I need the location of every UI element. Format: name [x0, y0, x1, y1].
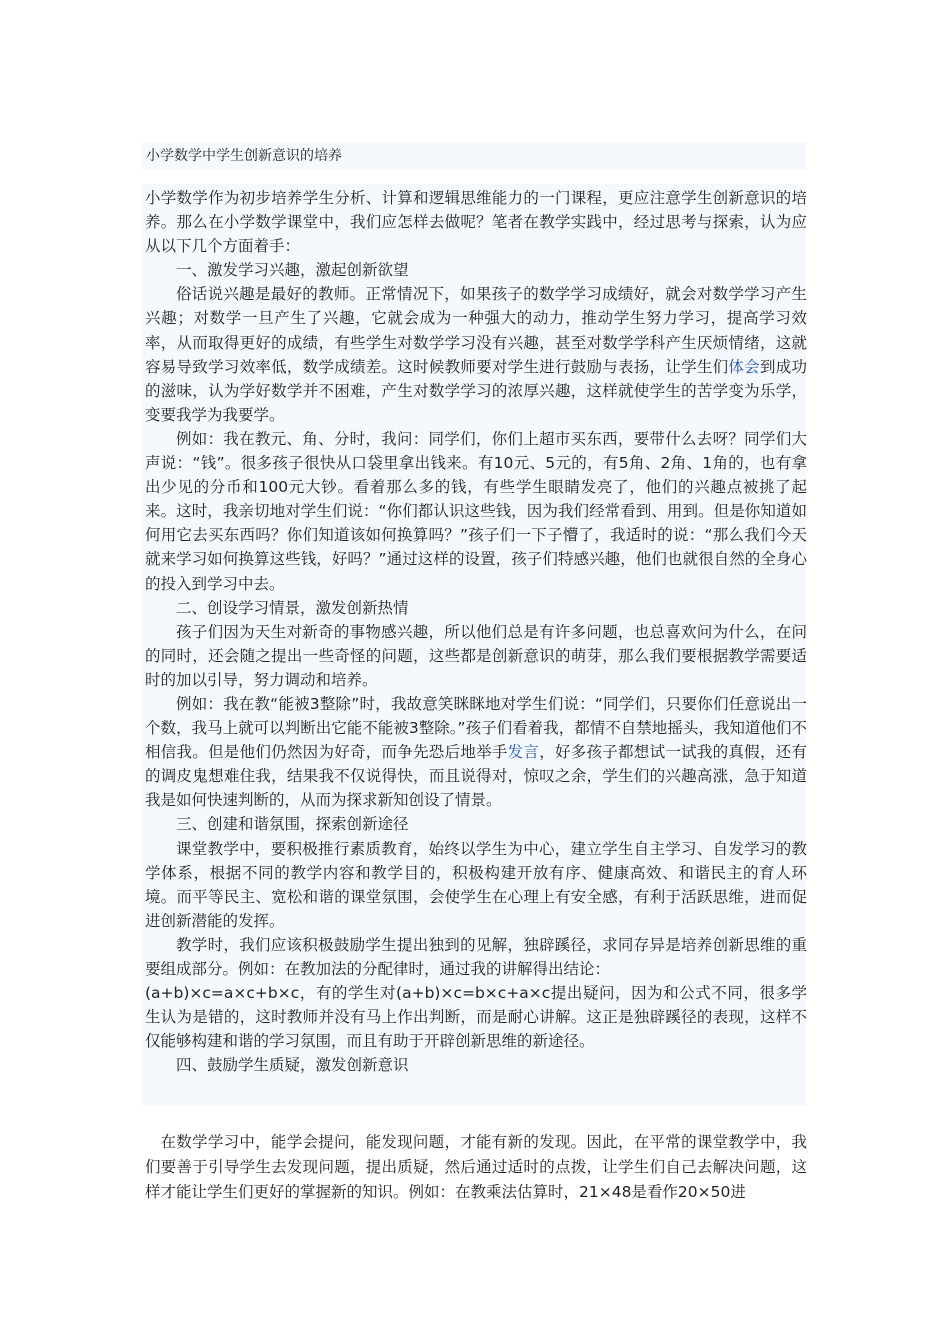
section-2-heading: 二、创设学习情景，激发创新热情: [176, 598, 409, 617]
document-title: 小学数学中学生创新意识的培养: [146, 148, 342, 164]
intro-paragraph: 小学数学作为初步培养学生分析、计算和逻辑思维能力的一门课程，更应注意学生创新意识的培养。那么在小学数学课堂中，我们应怎样去做呢？笔者在教学实践中，经过思考与探索，认为应从以下几个方面着手：: [145, 189, 807, 256]
section-3-paragraph-2-lead: 教学时，我们应该积极鼓励学生提出独到的见解，独辟蹊径，求同存异是培养创新思维的重要组成部分。例如：在教加法的分配律时，通过我的讲解得出结论：: [145, 935, 807, 978]
article-body: [145, 186, 807, 1077]
section-2-paragraph-2-text-b: ，好多孩子都想试一试我的真假，还有的调皮鬼想难住我，结果我不仅说得快，而且说得对，惊叹之余，学生们的兴趣高涨，急于知道我是如何快速判断的，从而为探求新知创设了情景。: [145, 743, 807, 810]
section-2-paragraph-2-text-a: 例如：我在教“能被3整除”时，我故意笑眯眯地对学生们说：“同学们，只要你们任意说出一个数，我马上就可以判断出它能不能被3整除。”孩子们看着我，都情不自禁地摇头，我知道他们不相信我。但是他们仍然因为好奇，而争先恐后地举手: [145, 694, 807, 762]
keyword-link-tihui[interactable]: 体会: [728, 357, 760, 376]
article-body-continued: [145, 1130, 807, 1205]
section-1-heading: 一、激发学习兴趣，激起创新欲望: [176, 261, 409, 280]
section-3-heading: 三、创建和谐氛围，探索创新途径: [176, 815, 409, 834]
section-1-paragraph-1-text-b: 到成功的滋味，认为学好数学并不困难，产生对数学学习的浓厚兴趣，这样就使学生的苦学变为乐学，变要我学为我要学。: [145, 357, 807, 424]
section-2-paragraph-2: [145, 692, 807, 812]
section-4-heading: 四、鼓励学生质疑，激发创新意识: [176, 1056, 409, 1075]
section-1-paragraph-2: 例如：我在教元、角、分时，我问：同学们，你们上超市买东西，要带什么去呀？同学们大声说：“钱”。很多孩子很快从口袋里拿出钱来。有10元、5元的，有5角、2角、1角的，也有拿出少见的分币和100元大钞。看着那么多的钱，有些学生眼睛发亮了，他们的兴趣点被挑了起来。这时，我亲切地对学生们说：“你们都认识这些钱，因为我们经常看到、用到。但是你知道如何用它去买东西吗？你们知道该如何换算吗？”孩子们一下子懵了，我适时的说：“那么我们今天就来学习如何换算这些钱，好吗？”通过这样的设置，孩子们特感兴趣，他们也就很自然的全身心的投入到学习中去。: [145, 429, 807, 593]
section-1-paragraph-1: [145, 282, 807, 427]
section-2-paragraph-1: 孩子们因为天生对新奇的事物感兴趣，所以他们总是有许多问题，也总喜欢问为什么，在问的同时，还会随之提出一些奇怪的问题，这些都是创新意识的萌芽，那么我们要根据教学需要适时的加以引导，努力调动和培养。: [145, 622, 807, 689]
section-3-paragraph-1: 课堂教学中，要积极推行素质教育，始终以学生为中心，建立学生自主学习、自发学习的教学体系，根据不同的教学内容和教学目的，积极构建开放有序、健康高效、和谐民主的育人环境。而平等民主、宽松和谐的课堂氛围，会使学生在心理上有安全感，有利于活跃思维，进而促进创新潜能的发挥。: [145, 839, 807, 930]
section-3-paragraph-2-formula: (a+b)×c=a×c+b×c，有的学生对(a+b)×c=b×c+a×c提出疑问，因为和公式不同，很多学生认为是错的，这时教师并没有马上作出判断，而是耐心讲解。这正是独辟蹊径的表现，这样不仅能够构建和谐的学习氛围，而且有助于开辟创新思维的新途径。: [145, 984, 807, 1051]
section-1-paragraph-1-text-a: 俗话说兴趣是最好的教师。正常情况下，如果孩子的数学学习成绩好，就会对数学学习产生兴趣；对数学一旦产生了兴趣，它就会成为一种强大的动力，推动学生努力学习，提高学习效率，从而取得更好的成绩，有些学生对数学学习没有兴趣，甚至对数学学科产生厌烦情绪，这就容易导致学习效率低，数学成绩差。这时候教师要对学生进行鼓励与表扬，让学生们: [145, 285, 807, 376]
section-4-paragraph-1: 在数学学习中，能学会提问，能发现问题，才能有新的发现。因此，在平常的课堂教学中，我们要善于引导学生去发现问题，提出质疑，然后通过适时的点拨，让学生们自己去解决问题，这样才能让学生们更好的掌握新的知识。例如：在教乘法估算时，21×48是看作20×50进: [145, 1133, 807, 1201]
keyword-link-fayan[interactable]: 发言: [507, 743, 540, 762]
